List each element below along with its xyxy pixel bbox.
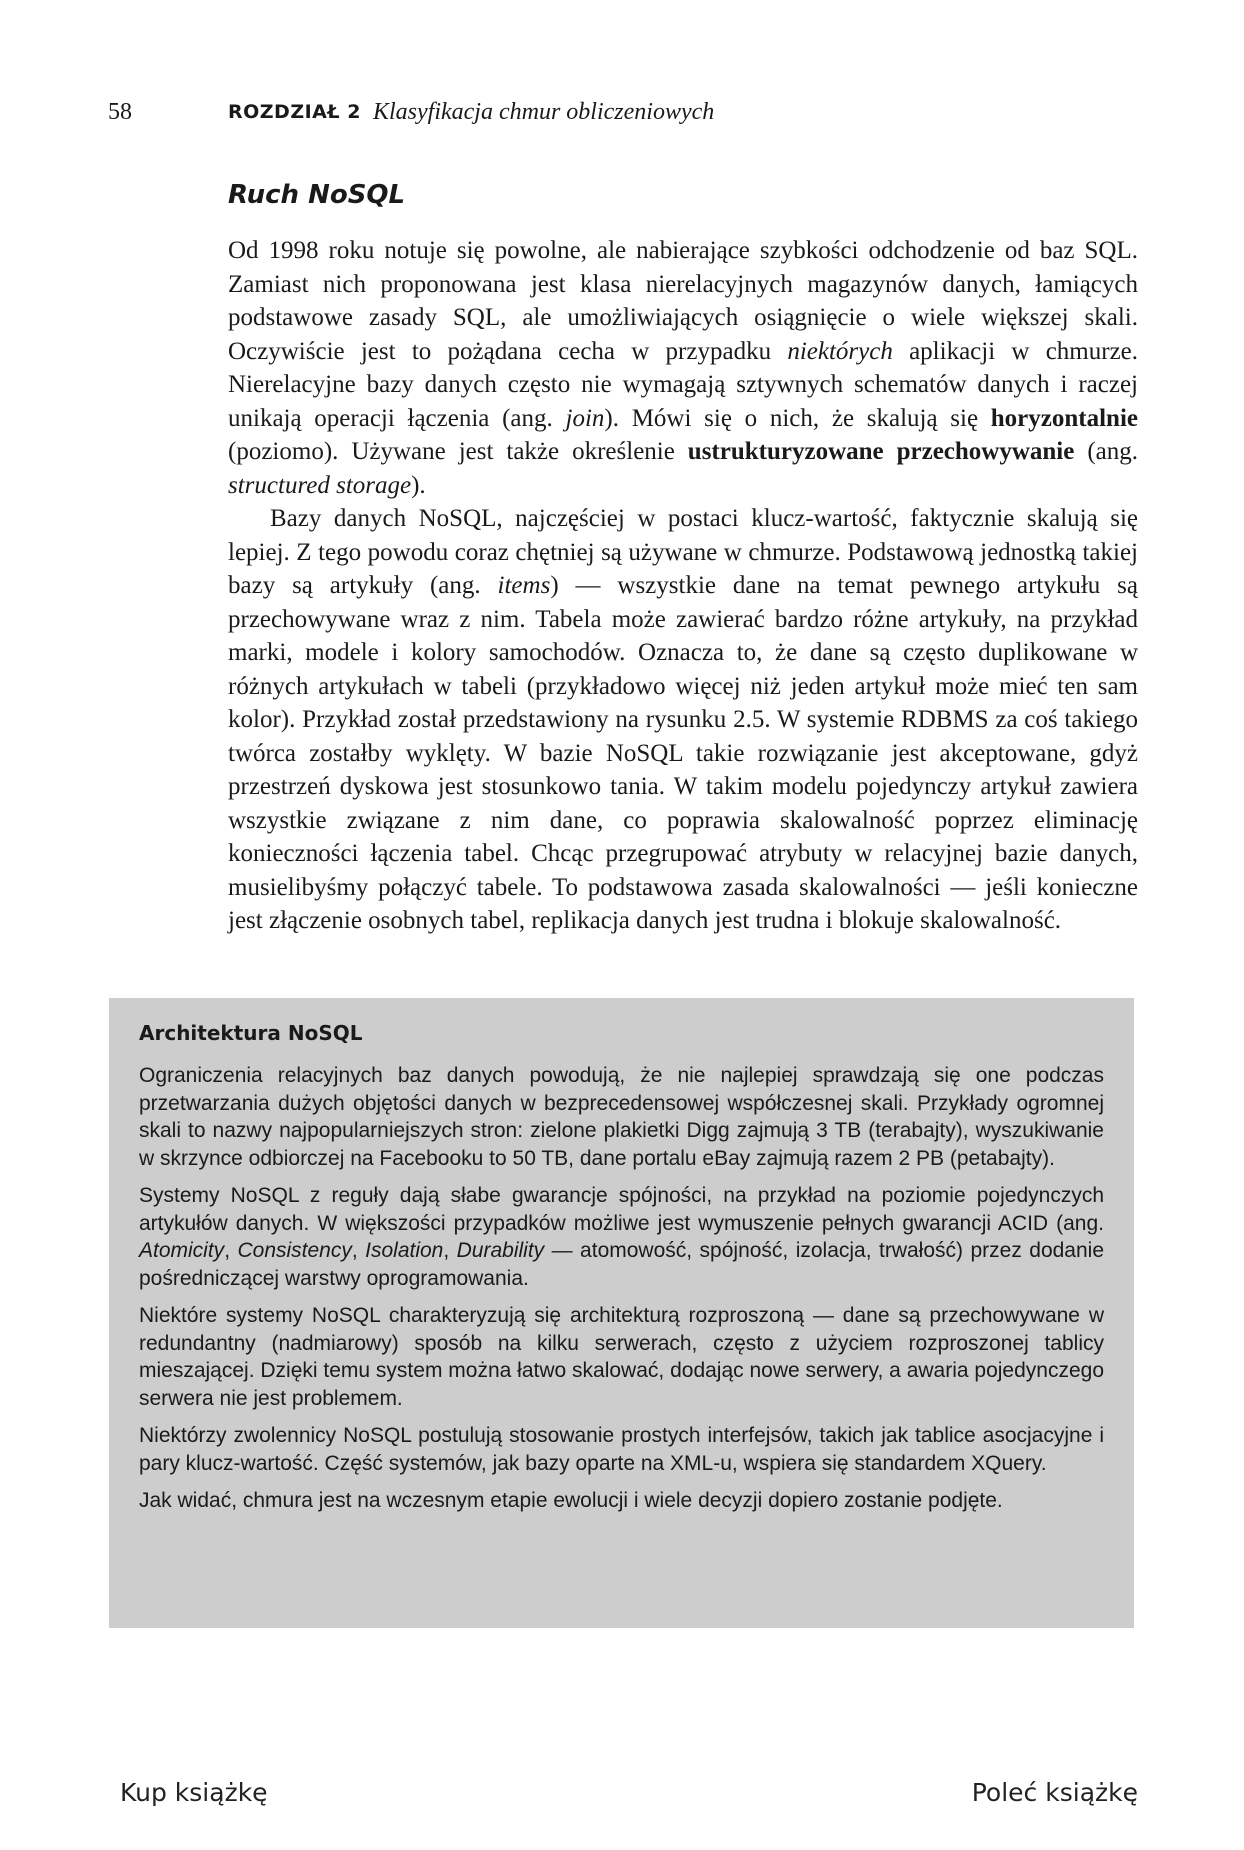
- chapter-label: ROZDZIAŁ 2: [228, 101, 361, 123]
- running-header: [108, 96, 1148, 128]
- sidebar-box: [109, 998, 1134, 1628]
- sidebar-paragraph-5: Jak widać, chmura jest na wczesnym etapie ewolucji i wiele decyzji dopiero zostanie podjęte.: [139, 1489, 1003, 1512]
- sidebar-paragraph-4: Niektórzy zwolennicy NoSQL postulują stosowanie prostych interfejsów, takich jak tablice asocjacyjne i pary klucz-wartość. Część systemów, jak bazy oparte na XML-u, wspiera się standardem XQuery.: [139, 1424, 1104, 1475]
- page-number: 58: [108, 99, 132, 125]
- sidebar-title: Architektura NoSQL: [139, 1021, 363, 1045]
- chapter-title: Klasyfikacja chmur obliczeniowych: [373, 99, 715, 125]
- buy-book-link[interactable]: Kup książkę: [120, 1778, 268, 1807]
- sidebar-paragraph-1: Ograniczenia relacyjnych baz danych powodują, że nie najlepiej sprawdzają się one podczas przetwarzania dużych objętości danych w bezprecedensowej współczesnej skali. Przykłady ogromnej skali to nazwy najpopularniejszych stron: zielone plakietki Digg zajmują 3 TB (terabajty), wyszukiwanie w skrzynce odbiorczej na Facebooku to 50 TB, dane portalu eBay zajmują razem 2 PB (petabajty).: [139, 1064, 1104, 1170]
- body-paragraph-1: Od 1998 roku notuje się powolne, ale nabierające szybkości odchodzenie od baz SQL. Zamiast nich proponowana jest klasa nierelacyjnych magazynów danych, łamiących podstawowe zasady SQL, ale umożliwiających osiągnięcie o wiele większej skali. Oczywiście jest to pożądana cecha w przypadku niektórych aplikacji w chmurze. Nierelacyjne bazy danych często nie wymagają sztywnych schematów danych i raczej unikają operacji łączenia (ang. join). Mówi się o nich, że skalują się horyzontalnie (poziomo). Używane jest także określenie ustrukturyzowane przechowywanie (ang. structured storage).: [228, 237, 1139, 499]
- sidebar-paragraph-3: Niektóre systemy NoSQL charakteryzują się architekturą rozproszoną — dane są przechowywane w redundantny (nadmiarowy) sposób na kilku serwerach, często z użyciem rozproszonej tablicy mieszającej. Dzięki temu system można łatwo skalować, dodając nowe serwery, a awaria pojedynczego serwera nie jest problemem.: [139, 1304, 1104, 1410]
- body-paragraph-2: Bazy danych NoSQL, najczęściej w postaci klucz-wartość, faktycznie skalują się lepiej. Z tego powodu coraz chętniej są używane w chmurze. Podstawową jednostką takiej bazy są artykuły (ang. items) — wszystkie dane na temat pewnego artykułu są przechowywane wraz z nim. Tabela może zawierać bardzo różne artykuły, na przykład marki, modele i kolory samochodów. Oznacza to, że dane są często duplikowane w różnych artykułach w tabeli (przykładowo więcej niż jeden artykuł może mieć ten sam kolor). Przykład został przedstawiony na rysunku 2.5. W systemie RDBMS za coś takiego twórca zostałby wyklęty. W bazie NoSQL takie rozwiązanie jest akceptowane, gdyż przestrzeń dyskowa jest stosunkowo tania. W takim modelu pojedynczy artykuł zawiera wszystkie związane z nim dane, co poprawia skalowalność poprzez eliminację konieczności łączenia tabel. Chcąc przegrupować atrybuty w relacyjnej bazie danych, musielibyśmy połączyć tabele. To podstawowa zasada skalowalności — jeśli konieczne jest złączenie osobnych tabel, replikacja danych jest trudna i blokuje skalowalność.: [228, 505, 1138, 934]
- recommend-book-link[interactable]: Poleć książkę: [971, 1778, 1138, 1807]
- section-heading: Ruch NoSQL: [228, 180, 406, 210]
- sidebar-paragraph-2: Systemy NoSQL z reguły dają słabe gwarancje spójności, na przykład na poziomie pojedynczych artykułów danych. W większości przypadków możliwe jest wymuszenie pełnych gwarancji ACID (ang. Atomicity, Consistency, Isolation, Durability — atomowość, spójność, izolacja, trwałość) przez dodanie pośredniczącej warstwy oprogramowania.: [139, 1184, 1105, 1290]
- body-text: [228, 234, 1138, 938]
